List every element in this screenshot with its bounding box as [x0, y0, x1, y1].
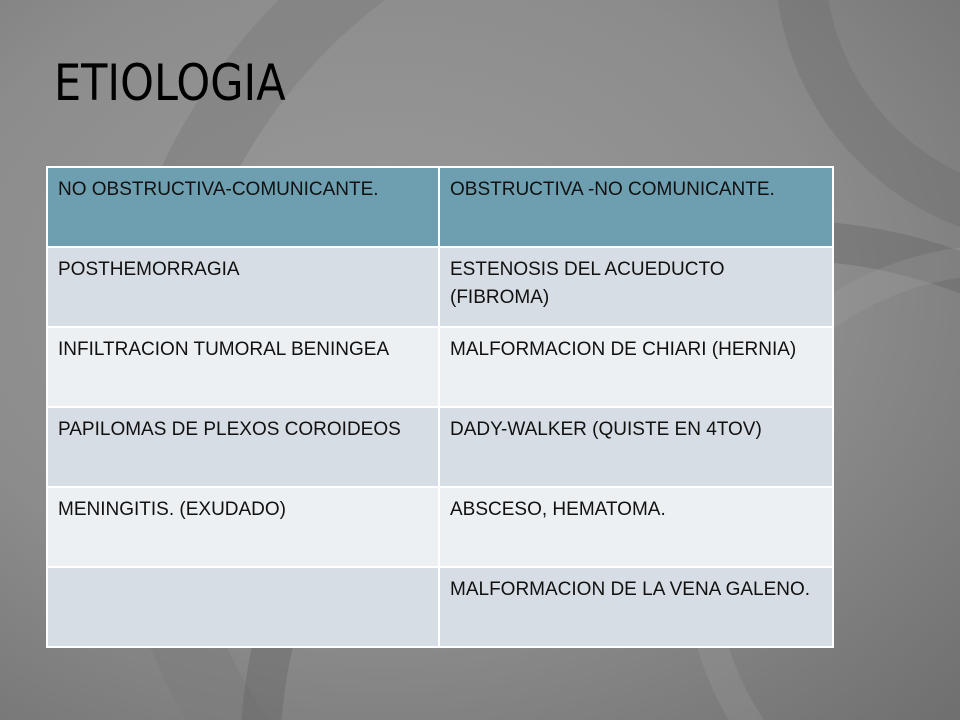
column-header-obstructive: OBSTRUCTIVA -NO COMUNICANTE.	[439, 167, 833, 247]
table-cell: MALFORMACION DE LA VENA GALENO.	[439, 567, 833, 647]
table-row	[47, 567, 833, 647]
table-cell: PAPILOMAS DE PLEXOS COROIDEOS	[47, 407, 439, 487]
table-cell: INFILTRACION TUMORAL BENINGEA	[47, 327, 439, 407]
table-header-row	[47, 167, 833, 247]
table-row	[47, 247, 833, 327]
etiology-table	[46, 166, 834, 648]
table-row	[47, 407, 833, 487]
slide-title: ETIOLOGIA	[54, 54, 286, 112]
table-cell: DADY-WALKER (QUISTE EN 4TOV)	[439, 407, 833, 487]
table-row	[47, 327, 833, 407]
table-cell: ESTENOSIS DEL ACUEDUCTO (FIBROMA)	[439, 247, 833, 327]
table-cell: MALFORMACION DE CHIARI (HERNIA)	[439, 327, 833, 407]
table-cell: POSTHEMORRAGIA	[47, 247, 439, 327]
table-row	[47, 487, 833, 567]
table-cell-empty	[47, 567, 439, 647]
table-cell: ABSCESO, HEMATOMA.	[439, 487, 833, 567]
column-header-non-obstructive: NO OBSTRUCTIVA-COMUNICANTE.	[47, 167, 439, 247]
table-cell: MENINGITIS. (EXUDADO)	[47, 487, 439, 567]
